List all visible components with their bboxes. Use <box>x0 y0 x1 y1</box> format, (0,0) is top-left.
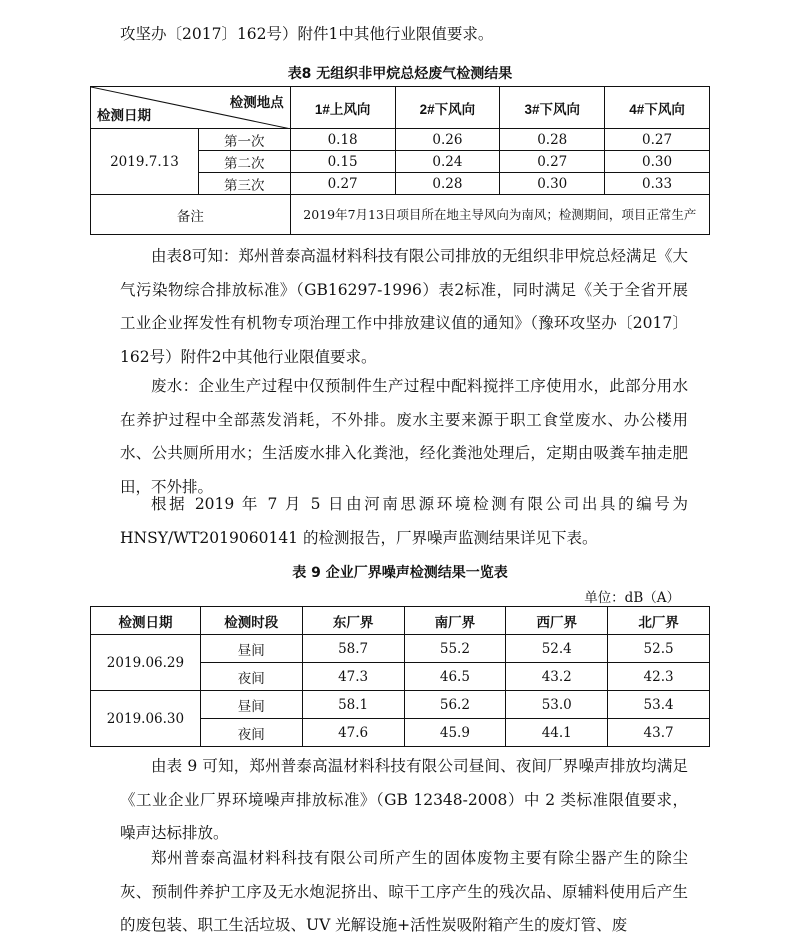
table8-cell: 0.30 <box>605 151 710 173</box>
table9-header: 检测时段 <box>200 607 302 635</box>
table9-period: 夜间 <box>200 663 302 691</box>
paragraph-1: 由表8可知：郑州普泰高温材料科技有限公司排放的无组织非甲烷总烃满足《大气污染物综合排放标准》（GB16297-1996）表2标准，同时满足《关于全省开展工业企业挥发性有机物专项治理工作中排放建议值的通知》（豫环攻坚办〔2017〕162号）附件2中其他行业限值要求。 <box>120 247 688 366</box>
table9-header: 东厂界 <box>302 607 404 635</box>
table9-cell: 46.5 <box>404 663 506 691</box>
table8-cell: 0.26 <box>395 129 500 151</box>
paragraph-3: 根据 2019 年 7 月 5 日由河南思源环境检测有限公司出具的编号为HNSY/WT2019060141 的检测报告，厂界噪声监测结果详见下表。 <box>120 495 688 547</box>
table8-note-label: 备注 <box>91 195 291 235</box>
table8-cell: 0.28 <box>395 173 500 195</box>
table8-row-label: 第二次 <box>198 151 290 173</box>
table9-cell: 58.1 <box>302 691 404 719</box>
table9-unit: 单位：dB（A） <box>584 590 680 606</box>
table8-cell: 0.30 <box>500 173 605 195</box>
table9-cell: 53.0 <box>506 691 608 719</box>
table9-cell: 58.7 <box>302 635 404 663</box>
table8-col-header: 2#下风向 <box>395 87 500 129</box>
paragraph-5: 郑州普泰高温材料科技有限公司所产生的固体废物主要有除尘器产生的除尘灰、预制件养护工序及无水炮泥挤出、晾干工序产生的残次品、原辅料使用后产生的废包装、职工生活垃圾、UV 光解设施+活性炭吸附箱产生的废灯管、废 <box>120 849 688 934</box>
table9-period: 夜间 <box>200 719 302 747</box>
table8-cell: 0.27 <box>500 151 605 173</box>
table9-cell: 47.3 <box>302 663 404 691</box>
paragraph-4: 由表 9 可知，郑州普泰高温材料科技有限公司昼间、夜间厂界噪声排放均满足《工业企业厂界环境噪声排放标准》（GB 12348-2008）中 2 类标准限值要求，噪声达标排放。 <box>120 757 688 842</box>
table9-period: 昼间 <box>200 691 302 719</box>
table9-cell: 42.3 <box>608 663 710 691</box>
table8-col-header: 1#上风向 <box>290 87 395 129</box>
table9-cell: 47.6 <box>302 719 404 747</box>
corner-bottom-label: 检测日期 <box>97 108 151 123</box>
table9-caption: 表 9 企业厂界噪声检测结果一览表 <box>292 565 508 581</box>
table8-row-label: 第三次 <box>198 173 290 195</box>
paragraph-2: 废水：企业生产过程中仅预制件生产过程中配料搅拌工序使用水，此部分用水在养护过程中全部蒸发消耗，不外排。废水主要来源于职工食堂废水、办公楼用水、公共厕所用水；生活废水排入化粪池，经化粪池处理后，定期由吸粪车抽走肥田，不外排。 <box>120 377 688 496</box>
table9-cell: 53.4 <box>608 691 710 719</box>
table8-cell: 0.27 <box>290 173 395 195</box>
table9-date: 2019.06.29 <box>91 635 201 691</box>
table8-cell: 0.33 <box>605 173 710 195</box>
table9-header: 西厂界 <box>506 607 608 635</box>
corner-top-label: 检测地点 <box>229 95 284 110</box>
table8-cell: 0.27 <box>605 129 710 151</box>
table9-cell: 43.2 <box>506 663 608 691</box>
table9-cell: 56.2 <box>404 691 506 719</box>
table8-date: 2019.7.13 <box>91 129 199 195</box>
table9 <box>90 606 710 747</box>
table9-cell: 45.9 <box>404 719 506 747</box>
table9-header: 北厂界 <box>608 607 710 635</box>
table9-date: 2019.06.30 <box>91 691 201 747</box>
table9-cell: 52.4 <box>506 635 608 663</box>
table8-col-header: 3#下风向 <box>500 87 605 129</box>
table8-cell: 0.15 <box>290 151 395 173</box>
table8-caption: 表8 无组织非甲烷总烃废气检测结果 <box>287 66 513 82</box>
table8-corner-cell <box>91 87 291 129</box>
table8-note-text: 2019年7月13日项目所在地主导风向为南风；检测期间，项目正常生产 <box>290 195 709 235</box>
intro-line: 攻坚办〔2017〕162号）附件1中其他行业限值要求。 <box>120 25 494 43</box>
table8 <box>90 86 710 235</box>
table8-cell: 0.28 <box>500 129 605 151</box>
table9-period: 昼间 <box>200 635 302 663</box>
table8-cell: 0.18 <box>290 129 395 151</box>
table8-cell: 0.24 <box>395 151 500 173</box>
table9-cell: 43.7 <box>608 719 710 747</box>
table9-cell: 44.1 <box>506 719 608 747</box>
table9-cell: 52.5 <box>608 635 710 663</box>
table8-row-label: 第一次 <box>198 129 290 151</box>
table9-header: 南厂界 <box>404 607 506 635</box>
table9-cell: 55.2 <box>404 635 506 663</box>
table8-col-header: 4#下风向 <box>605 87 710 129</box>
table9-header: 检测日期 <box>91 607 201 635</box>
